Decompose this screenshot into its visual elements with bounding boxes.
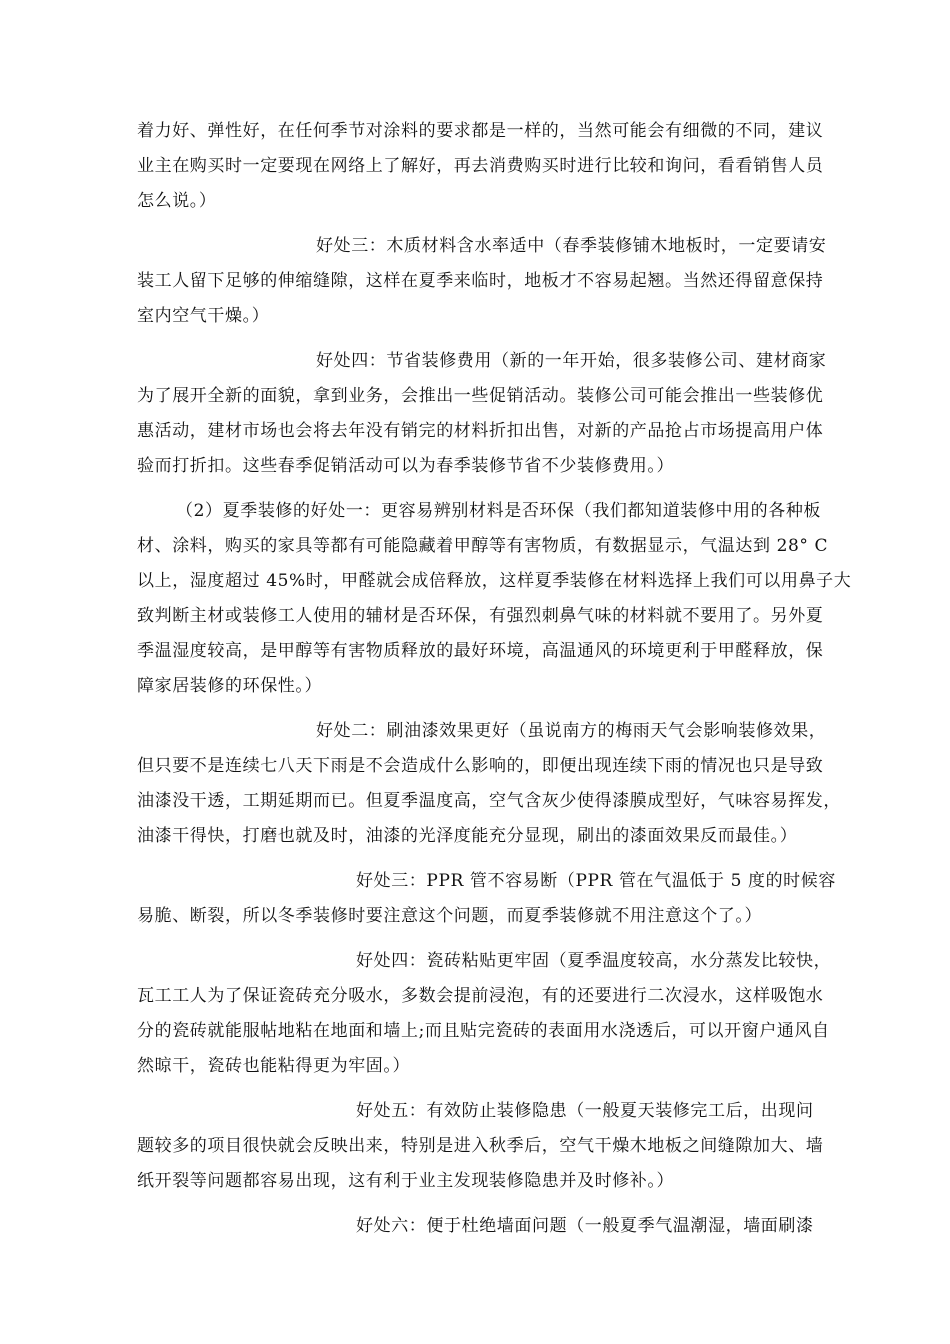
text-line: 好处四：节省装修费用（新的一年开始，很多装修公司、建材商家 — [316, 351, 827, 371]
text-line: 室内空气干燥。） — [137, 306, 270, 326]
text-line: 验而打折扣。这些春季促销活动可以为春季装修节省不少装修费用。） — [137, 456, 675, 476]
text-line: 但只要不是连续七八天下雨是不会造成什么影响的，即便出现连续下雨的情况也只是导致 — [137, 756, 824, 776]
text-line: 好处五：有效防止装修隐患（一般夏天装修完工后，出现问 — [356, 1101, 814, 1121]
text-line: 油漆没干透，工期延期而已。但夏季温度高，空气含灰少使得漆膜成型好，气味容易挥发， — [137, 791, 841, 811]
text-line: 纸开裂等问题都容易出现，这有利于业主发现装修隐患并及时修补。） — [137, 1171, 675, 1191]
text-line: 分的瓷砖就能服帖地粘在地面和墙上;而且贴完瓷砖的表面用水浇透后，可以开窗户通风自 — [137, 1021, 830, 1041]
text-line: 以上，湿度超过 45%时，甲醛就会成倍释放，这样夏季装修在材料选择上我们可以用鼻子大 — [137, 571, 852, 591]
text-line: 装工人留下足够的伸缩缝隙，这样在夏季来临时，地板才不容易起翘。当然还得留意保持 — [137, 271, 824, 291]
text-line: 好处六：便于杜绝墙面问题（一般夏季气温潮湿，墙面刷漆 — [356, 1216, 814, 1236]
text-line: 为了展开全新的面貌，拿到业务，会推出一些促销活动。装修公司可能会推出一些装修优 — [137, 386, 824, 406]
text-line: 然晾干，瓷砖也能粘得更为牢固。） — [137, 1056, 411, 1076]
text-line: 好处二：刷油漆效果更好（虽说南方的梅雨天气会影响装修效果， — [316, 721, 827, 741]
text-line: 怎么说。） — [137, 191, 217, 211]
text-line: 易脆、断裂，所以冬季装修时要注意这个问题，而夏季装修就不用注意这个了。） — [137, 906, 763, 926]
text-line: 瓦工工人为了保证瓷砖充分吸水，多数会提前浸泡，有的还要进行二次浸水，这样吸饱水 — [137, 986, 824, 1006]
text-line: 题较多的项目很快就会反映出来，特别是进入秋季后，空气干燥木地板之间缝隙加大、墙 — [137, 1136, 824, 1156]
text-line: 好处四：瓷砖粘贴更牢固（夏季温度较高，水分蒸发比较快， — [356, 951, 832, 971]
text-line: 着力好、弹性好，在任何季节对涂料的要求都是一样的，当然可能会有细微的不同，建议 — [137, 121, 824, 141]
text-line: （2）夏季装修的好处一：更容易辨别材料是否环保（我们都知道装修中用的各种板 — [176, 501, 822, 521]
text-line: 障家居装修的环保性。） — [137, 676, 323, 696]
text-line: 油漆干得快，打磨也就及时，油漆的光泽度能充分显现，刷出的漆面效果反而最佳。） — [137, 826, 798, 846]
text-line: 惠活动，建材市场也会将去年没有销完的材料折扣出售，对新的产品抢占市场提高用户体 — [137, 421, 824, 441]
text-line: 季温湿度较高，是甲醇等有害物质释放的最好环境，高温通风的环境更利于甲醛释放，保 — [137, 641, 824, 661]
text-line: 好处三：木质材料含水率适中（春季装修铺木地板时，一定要请安 — [316, 236, 827, 256]
text-line: 致判断主材或装修工人使用的辅材是否环保，有强烈刺鼻气味的材料就不要用了。另外夏 — [137, 606, 824, 626]
text-line: 好处三：PPR 管不容易断（PPR 管在气温低于 5 度的时候容 — [356, 871, 836, 891]
text-line: 业主在购买时一定要现在网络上了解好，再去消费购买时进行比较和询问，看看销售人员 — [137, 156, 824, 176]
text-line: 材、涂料，购买的家具等都有可能隐藏着甲醇等有害物质，有数据显示，气温达到 28° C — [137, 536, 829, 556]
